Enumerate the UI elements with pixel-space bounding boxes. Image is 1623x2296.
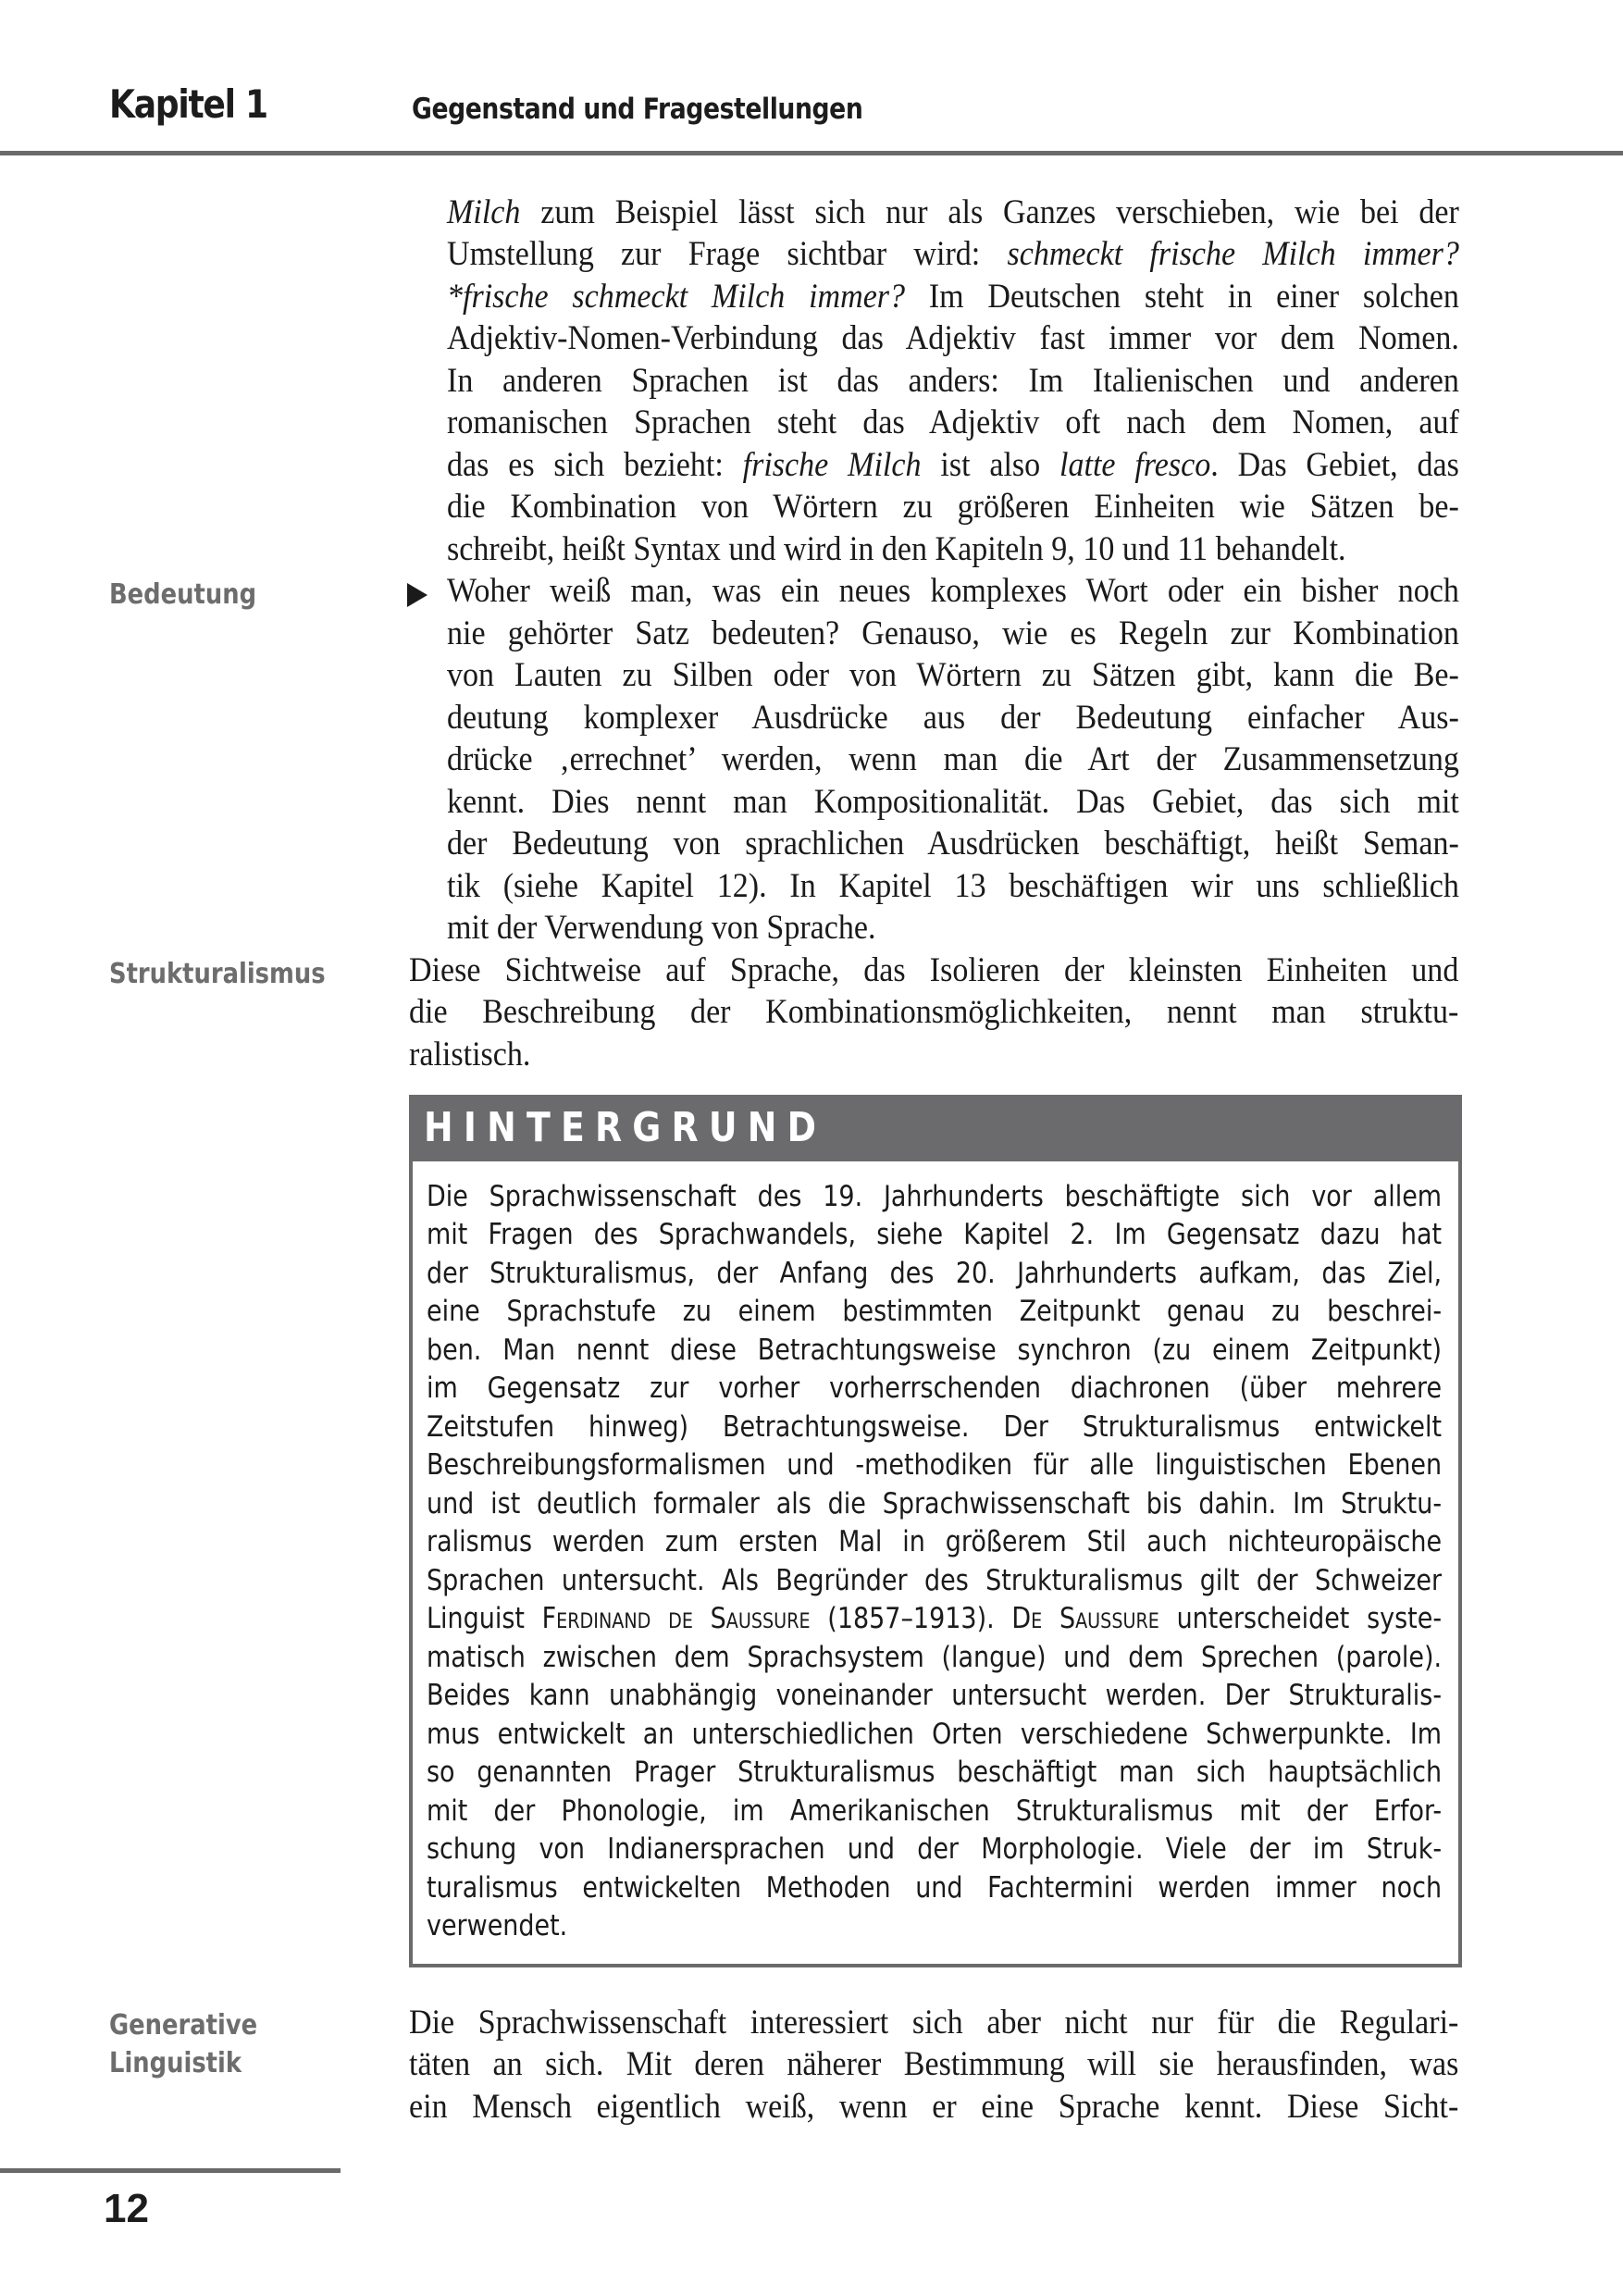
text-line: kennt. Dies nennt man Kompositionalität. Das Gebiet, das sich mit: [447, 783, 1459, 821]
text-run: Umstellung zur Frage sichtbar wird:: [447, 235, 1008, 273]
text-line: In anderen Sprachen ist das anders: Im Italienischen und anderen: [447, 362, 1459, 400]
text-run: unterscheidet syste-: [1158, 1602, 1443, 1635]
italic-example: Milch: [447, 193, 521, 231]
text-line: [447, 277, 1459, 317]
text-line: Woher weiß man, was ein neues komplexes Wort oder ein bisher noch: [447, 572, 1459, 610]
text-run: . Das Gebiet, das: [1210, 446, 1459, 484]
box-text-line: eine Sprachstufe zu einem bestimmten Zeitpunkt genau zu beschrei-: [427, 1295, 1443, 1328]
text-line: die Beschreibung der Kombinationsmöglichkeiten, nennt man struktu-: [409, 993, 1459, 1031]
text-line: ein Mensch eigentlich weiß, wenn er eine Sprache kennt. Diese Sicht-: [409, 2088, 1459, 2126]
chapter-title: Gegenstand und Fragestellungen: [412, 93, 863, 126]
text-line: drücke ‚errechnet’ werden, wenn man die Art der Zusammensetzung: [447, 740, 1459, 778]
text-line: Adjektiv-Nomen-Verbindung das Adjektiv fast immer vor dem Nomen.: [447, 319, 1459, 357]
box-text-line: so genannten Prager Strukturalismus beschäftigt man sich hauptsächlich: [427, 1756, 1443, 1789]
header-rule: [0, 151, 1623, 155]
text-line: deutung komplexer Ausdrücke aus der Bedeutung einfacher Aus-: [447, 699, 1459, 737]
box-text-line: turalismus entwickelten Methoden und Fachtermini werden immer noch: [427, 1871, 1443, 1905]
text-line: tik (siehe Kapitel 12). In Kapitel 13 beschäftigen wir uns schließlich: [447, 867, 1459, 905]
box-text-line: der Strukturalismus, der Anfang des 20. Jahrhunderts aufkam, das Ziel,: [427, 1257, 1443, 1290]
box-text-line: Beides kann unabhängig voneinander untersucht werden. Der Strukturalis-: [427, 1679, 1443, 1712]
text-line: von Lauten zu Silben oder von Wörtern zu Sätzen gibt, kann die Be-: [447, 656, 1459, 694]
box-text-line: Zeitstufen hinweg) Betrachtungsweise. Der Strukturalismus entwickelt: [427, 1410, 1443, 1444]
footer-rule: [0, 2168, 341, 2173]
box-text-line: mit der Phonologie, im Amerikanischen Strukturalismus mit der Erfor-: [427, 1794, 1443, 1828]
italic-example: frische Milch: [742, 446, 922, 484]
triangle-bullet-icon: [407, 583, 427, 607]
text-run: Im Deutschen steht in einer solchen: [905, 278, 1459, 316]
margin-label-bedeutung: Bedeutung: [109, 578, 257, 611]
italic-example: *frische schmeckt Milch immer?: [447, 278, 906, 316]
italic-example: schmeckt frische Milch immer?: [1007, 235, 1459, 273]
box-text-line: Beschreibungsformalismen und -methodiken für alle linguistischen Ebenen: [427, 1448, 1443, 1482]
text-line: Diese Sichtweise auf Sprache, das Isolieren der kleinsten Einheiten und: [409, 951, 1459, 989]
box-text-line: und ist deutlich formaler als die Sprachwissenschaft bis dahin. Im Struktu-: [427, 1487, 1443, 1520]
box-text-line: matisch zwischen dem Sprachsystem (langue) und dem Sprechen (parole).: [427, 1641, 1443, 1674]
box-text-line: Sprachen untersucht. Als Begründer des Strukturalismus gilt der Schweizer: [427, 1564, 1443, 1597]
text-line: mit der Verwendung von Sprache.: [447, 909, 876, 947]
text-line: täten an sich. Mit deren näherer Bestimmung will sie herausfinden, was: [409, 2045, 1459, 2083]
text-line: die Kombination von Wörtern zu größeren Einheiten wie Sätzen be-: [447, 488, 1459, 526]
italic-example: latte fresco: [1059, 446, 1211, 484]
box-text-line: schung von Indianersprachen und der Morphologie. Viele der im Struk-: [427, 1832, 1443, 1866]
text-line: ralistisch.: [409, 1036, 531, 1074]
text-run: ist also: [921, 446, 1060, 484]
box-text-line: ralismus werden zum ersten Mal in größerem Stil auch nichteuropäische: [427, 1525, 1443, 1558]
text-line: schreibt, heißt Syntax und wird in den Kapiteln 9, 10 und 11 behandelt.: [447, 530, 1346, 568]
box-text-line: ben. Man nennt diese Betrachtungsweise synchron (zu einem Zeitpunkt): [427, 1334, 1443, 1367]
text-line: Die Sprachwissenschaft interessiert sich aber nicht nur für die Regulari-: [409, 2004, 1459, 2042]
text-run: (1857–1913).: [810, 1602, 1012, 1635]
text-line: romanischen Sprachen steht das Adjektiv oft nach dem Nomen, auf: [447, 403, 1459, 441]
box-title: HINTERGRUND: [424, 1104, 827, 1151]
margin-label-strukturalismus: Strukturalismus: [109, 958, 326, 990]
chapter-label: Kapitel 1: [109, 81, 267, 127]
box-text-line: Die Sprachwissenschaft des 19. Jahrhunderts beschäftigte sich vor allem: [427, 1180, 1443, 1213]
box-text-line: [427, 1600, 1442, 1637]
box-text-line: verwendet.: [427, 1909, 568, 1942]
text-line: [447, 234, 1459, 275]
text-line: nie gehörter Satz bedeuten? Genauso, wie es Regeln zur Kombination: [447, 614, 1459, 652]
box-text-line: im Gegensatz zur vorher vorherrschenden diachronen (über mehrere: [427, 1371, 1443, 1405]
text-line: der Bedeutung von sprachlichen Ausdrücken beschäftigt, heißt Seman-: [447, 825, 1459, 863]
box-text-line: mus entwickelt an unterschiedlichen Orten verschiedene Schwerpunkte. Im: [427, 1718, 1443, 1751]
page-number: 12: [104, 2186, 149, 2231]
text-run: das es sich bezieht:: [447, 446, 743, 484]
person-name: De Saussure: [1011, 1602, 1159, 1635]
text-line: [447, 445, 1459, 486]
margin-label-generative: Generative: [109, 2009, 258, 2042]
text-run: Linguist: [427, 1602, 542, 1635]
person-name: Ferdinand de Saussure: [541, 1602, 811, 1635]
margin-label-linguistik: Linguistik: [109, 2047, 242, 2079]
box-text-line: mit Fragen des Sprachwandels, siehe Kapitel 2. Im Gegensatz dazu hat: [427, 1218, 1443, 1251]
text-line: [447, 192, 1459, 233]
text-run: zum Beispiel lässt sich nur als Ganzes verschieben, wie bei der: [520, 193, 1459, 231]
